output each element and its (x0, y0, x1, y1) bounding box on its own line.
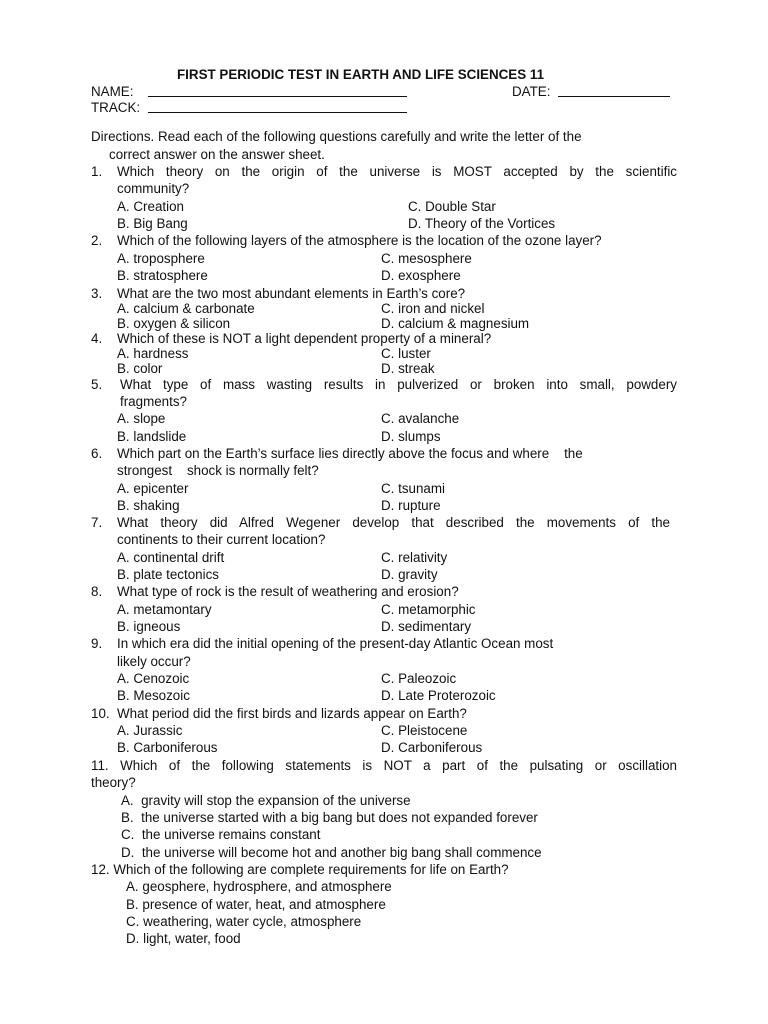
question-number: 8. (91, 584, 103, 599)
question-text: Which theory on the origin of the universe is MOST accepted by the scientific (117, 164, 677, 179)
question-text: community? (117, 181, 190, 196)
option-d: D. rupture (381, 498, 441, 513)
date-field[interactable] (558, 84, 670, 97)
option-a: A. Jurassic (117, 723, 183, 738)
option-a: A. epicenter (117, 481, 189, 496)
option-d: D. gravity (381, 567, 438, 582)
option-a: A. Cenozoic (117, 671, 190, 686)
option-c: C. Paleozoic (381, 671, 457, 686)
option-b: B. Big Bang (117, 216, 188, 231)
option-c: C. weathering, water cycle, atmosphere (126, 914, 362, 929)
question-number: 9. (91, 636, 103, 651)
question-number: 4. (91, 331, 103, 346)
question-number: 7. (91, 515, 103, 530)
option-d: D. light, water, food (126, 931, 241, 946)
question-text: 11. Which of the following statements is NOT a part of the pulsating or oscillation (91, 758, 677, 773)
option-b: B. plate tectonics (117, 567, 219, 582)
directions-line-1: Directions. Read each of the following questions carefully and write the letter of the (91, 129, 582, 144)
option-a: A. gravity will stop the expansion of the universe (121, 793, 411, 808)
name-label: NAME: (91, 84, 134, 99)
question-number: 2. (91, 233, 103, 248)
option-d: D. Late Proterozoic (381, 688, 496, 703)
option-a: A. Creation (117, 199, 184, 214)
option-a: A. slope (117, 411, 166, 426)
question-text: fragments? (120, 394, 187, 409)
option-b: B. igneous (117, 619, 181, 634)
question-text: Which of these is NOT a light dependent property of a mineral? (117, 331, 492, 346)
option-d: D. slumps (381, 429, 441, 444)
question-number: 5. (91, 377, 103, 392)
option-b: B. Carboniferous (117, 740, 218, 755)
option-b: B. color (117, 361, 163, 376)
option-d: D. exosphere (381, 268, 461, 283)
option-a: A. metamontary (117, 602, 212, 617)
option-d: D. sedimentary (381, 619, 472, 634)
question-number: 1. (91, 164, 103, 179)
question-text: Which part on the Earth’s surface lies directly above the focus and where the (117, 446, 583, 461)
question-text: Which of the following layers of the atmosphere is the location of the ozone layer? (117, 233, 602, 248)
option-c: C. metamorphic (381, 602, 476, 617)
question-number: 6. (91, 446, 103, 461)
option-c: C. Pleistocene (381, 723, 468, 738)
option-d: D. streak (381, 361, 435, 376)
option-c: C. iron and nickel (381, 301, 485, 316)
option-b: B. presence of water, heat, and atmosphere (126, 897, 386, 912)
option-d: D. calcium & magnesium (381, 316, 530, 331)
option-b: B. oxygen & silicon (117, 316, 231, 331)
option-b: B. stratosphere (117, 268, 208, 283)
question-text: In which era did the initial opening of the present-day Atlantic Ocean most (117, 636, 554, 651)
option-c: C. tsunami (381, 481, 445, 496)
option-b: B. shaking (117, 498, 180, 513)
question-text: What theory did Alfred Wegener develop that described the movements of the (117, 515, 670, 530)
question-number: 3. (91, 286, 103, 301)
track-label: TRACK: (91, 100, 141, 115)
question-text: continents to their current location? (117, 532, 326, 547)
option-c: C. the universe remains constant (121, 827, 321, 842)
option-c: C. avalanche (381, 411, 460, 426)
question-text: strongest shock is normally felt? (117, 463, 319, 478)
question-text: 12. Which of the following are complete requirements for life on Earth? (91, 862, 509, 877)
track-field[interactable] (148, 100, 407, 113)
option-d: D. Carboniferous (381, 740, 483, 755)
option-c: C. relativity (381, 550, 448, 565)
option-a: A. geosphere, hydrosphere, and atmosphere (126, 879, 392, 894)
option-a: A. calcium & carbonate (117, 301, 255, 316)
option-b: B. landslide (117, 429, 187, 444)
question-text: What type of rock is the result of weathering and erosion? (117, 584, 459, 599)
option-c: C. mesosphere (381, 251, 472, 266)
directions-line-2: correct answer on the answer sheet. (109, 147, 325, 162)
option-b: B. Mesozoic (117, 688, 190, 703)
name-field[interactable] (148, 84, 407, 97)
option-d: D. Theory of the Vortices (408, 216, 556, 231)
option-d: D. the universe will become hot and another big bang shall commence (121, 845, 542, 860)
option-a: A. hardness (117, 346, 189, 361)
question-text: What are the two most abundant elements in Earth’s core? (117, 286, 466, 301)
question-text: What type of mass wasting results in pulverized or broken into small, powdery (120, 377, 677, 392)
option-a: A. troposphere (117, 251, 205, 266)
page-title: FIRST PERIODIC TEST IN EARTH AND LIFE SCIENCES 11 (177, 67, 545, 82)
question-text: theory? (91, 775, 136, 790)
option-a: A. continental drift (117, 550, 225, 565)
question-text: likely occur? (117, 654, 191, 669)
question-text: What period did the first birds and lizards appear on Earth? (117, 706, 467, 721)
option-c: C. Double Star (408, 199, 496, 214)
option-b: B. the universe started with a big bang but does not expanded forever (121, 810, 538, 825)
option-c: C. luster (381, 346, 431, 361)
question-number: 10. (91, 706, 110, 721)
date-label: DATE: (512, 84, 551, 99)
